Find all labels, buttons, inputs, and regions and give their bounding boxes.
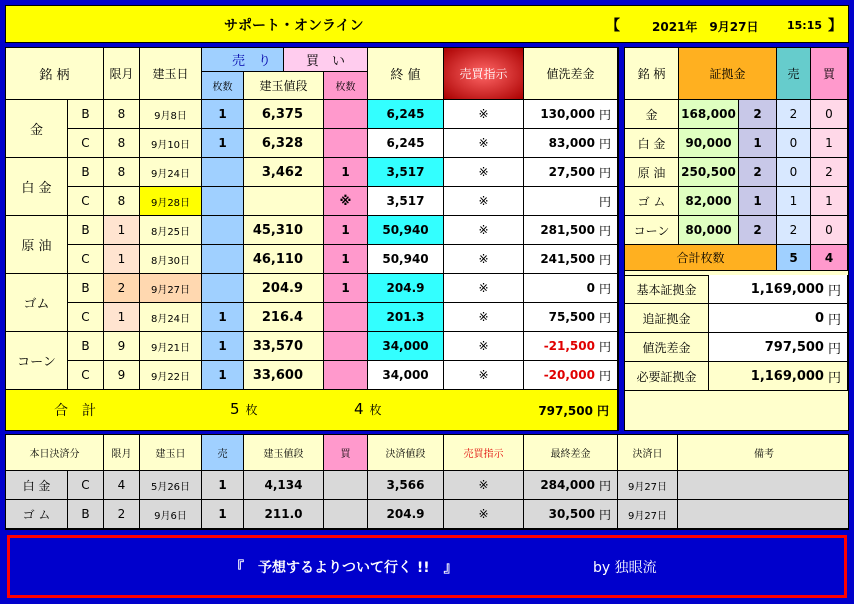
row-type: C (68, 129, 104, 158)
margin-row-buy: 1 (811, 129, 848, 158)
row-instruction-mark[interactable]: ※ (444, 274, 524, 303)
row-open-date: 9月21日 (140, 332, 202, 361)
header-open-date: 建玉日 (140, 48, 202, 100)
row-open-price (244, 187, 324, 216)
row-month: 2 (104, 274, 140, 303)
margin-table (624, 47, 849, 431)
summary-value-value: 0 (814, 310, 824, 326)
row-type: B (68, 100, 104, 129)
margin-row-name: 金 (625, 100, 679, 129)
row-month: 8 (104, 158, 140, 187)
summary-value-unit: 円 (827, 312, 841, 328)
margin-total-sell: 5 (777, 245, 811, 271)
total-buy-value: 4 (354, 400, 364, 418)
settle-header-label: 本日決済分 (6, 435, 104, 471)
settle-header-final-diff: 最終差金 (524, 435, 618, 471)
row-diff (524, 100, 618, 129)
row-open-date: 8月24日 (140, 303, 202, 332)
row-diff-unit: 円 (598, 223, 611, 238)
total-diff (538, 402, 609, 419)
row-month: 1 (104, 245, 140, 274)
footer-banner (7, 535, 847, 598)
row-close: 3,517 (368, 187, 444, 216)
margin-row-sell: 0 (777, 129, 811, 158)
settle-row-settle-date: 9月27日 (618, 471, 678, 500)
settle-header-month: 限月 (104, 435, 140, 471)
row-diff (524, 187, 618, 216)
row-close: 34,000 (368, 332, 444, 361)
row-open-price: 6,375 (244, 100, 324, 129)
summary-value (709, 275, 848, 304)
row-type: B (68, 274, 104, 303)
group-name-2: 原 油 (6, 216, 68, 274)
margin-row-count: 2 (739, 100, 777, 129)
margin-row-sell: 1 (777, 187, 811, 216)
row-diff-unit: 円 (598, 107, 611, 122)
group-name-0: 金 (6, 100, 68, 158)
row-open-price: 3,462 (244, 158, 324, 187)
header-diff: 値洗差金 (524, 48, 618, 100)
row-diff-unit: 円 (598, 252, 611, 267)
total-buy-unit: 枚 (369, 403, 382, 417)
margin-row-buy: 0 (811, 216, 848, 245)
summary-label: 追証拠金 (625, 304, 709, 333)
row-open-price: 46,110 (244, 245, 324, 274)
row-close: 3,517 (368, 158, 444, 187)
total-label: 合 計 (54, 403, 96, 419)
row-diff-value: 130,000 (540, 107, 595, 121)
row-sell-count (202, 274, 244, 303)
row-buy-count: 1 (324, 274, 368, 303)
summary-value-value: 797,500 (764, 339, 824, 355)
row-diff-unit: 円 (598, 310, 611, 325)
summary-value (709, 304, 848, 333)
row-month: 1 (104, 216, 140, 245)
row-type: C (68, 303, 104, 332)
margin-row-amount: 168,000 (679, 100, 739, 129)
row-diff-value: 27,500 (548, 165, 595, 179)
settle-row-diff-value: 30,500 (548, 507, 595, 521)
row-diff (524, 245, 618, 274)
settle-row-settle-price: 204.9 (368, 500, 444, 529)
row-diff-unit: 円 (598, 165, 611, 180)
summary-label: 基本証拠金 (625, 275, 709, 304)
row-sell-count: 1 (202, 100, 244, 129)
header-close: 終 値 (368, 48, 444, 100)
row-diff (524, 274, 618, 303)
margin-row-amount: 250,500 (679, 158, 739, 187)
header-brand: 銘 柄 (6, 48, 104, 100)
row-open-date: 9月27日 (140, 274, 202, 303)
row-diff (524, 129, 618, 158)
row-open-date: 9月22日 (140, 361, 202, 390)
row-diff-value: 0 (586, 281, 595, 295)
row-open-date: 9月28日 (140, 187, 202, 216)
settle-row-price: 211.0 (244, 500, 324, 529)
settlement-table (5, 434, 849, 530)
settle-header-sell: 売 (202, 435, 244, 471)
row-open-date: 9月24日 (140, 158, 202, 187)
bracket-close: 】 (828, 18, 842, 34)
group-name-3: ゴム (6, 274, 68, 332)
settle-row-note (678, 471, 849, 500)
margin-row-count: 2 (739, 158, 777, 187)
settle-row-sell: 1 (202, 471, 244, 500)
positions-table (5, 47, 619, 431)
row-open-date: 9月8日 (140, 100, 202, 129)
settle-header-buy: 買 (324, 435, 368, 471)
row-sell-count: 1 (202, 129, 244, 158)
header-month: 限月 (104, 48, 140, 100)
row-month: 1 (104, 303, 140, 332)
row-diff-value: -20,000 (543, 368, 595, 382)
row-sell-count (202, 216, 244, 245)
settle-header-instruction: 売買指示 (444, 435, 524, 471)
header-buy: 買 い (284, 48, 368, 72)
header-date: 2021年 9月27日 (652, 20, 759, 34)
settle-row-month: 2 (104, 500, 140, 529)
group-name-1: 白 金 (6, 158, 68, 216)
total-sell (230, 400, 258, 418)
row-diff-unit: 円 (598, 194, 611, 209)
row-instruction-mark[interactable]: ※ (444, 129, 524, 158)
row-sell-count (202, 245, 244, 274)
row-month: 8 (104, 129, 140, 158)
row-diff-unit: 円 (598, 368, 611, 383)
row-buy-count (324, 100, 368, 129)
summary-value (709, 362, 848, 391)
row-diff (524, 158, 618, 187)
margin-row-name: コーン (625, 216, 679, 245)
header-open-price: 建玉値段 (244, 72, 324, 100)
margin-row-buy: 1 (811, 187, 848, 216)
settle-row-sell: 1 (202, 500, 244, 529)
margin-row-sell: 0 (777, 158, 811, 187)
settle-row-diff-unit: 円 (598, 478, 611, 493)
settle-row-month: 4 (104, 471, 140, 500)
summary-value-value: 1,169,000 (750, 281, 824, 297)
row-close: 50,940 (368, 216, 444, 245)
row-month: 8 (104, 100, 140, 129)
bracket-open: 【 (606, 18, 620, 34)
summary-value-unit: 円 (827, 283, 841, 299)
margin-row-name: 白 金 (625, 129, 679, 158)
settle-row-settle-date: 9月27日 (618, 500, 678, 529)
row-diff-value: 75,500 (548, 310, 595, 324)
row-diff (524, 303, 618, 332)
settle-row-open-date: 5月26日 (140, 471, 202, 500)
settle-row-settle-price: 3,566 (368, 471, 444, 500)
total-row (6, 390, 618, 431)
settle-row-type: B (68, 500, 104, 529)
settle-row-diff (524, 471, 618, 500)
row-sell-count: 1 (202, 332, 244, 361)
row-close: 34,000 (368, 361, 444, 390)
row-type: B (68, 332, 104, 361)
row-instruction-mark[interactable]: ※ (444, 187, 524, 216)
summary-value-value: 1,169,000 (750, 368, 824, 384)
row-sell-count: 1 (202, 303, 244, 332)
row-buy-count (324, 361, 368, 390)
row-month: 8 (104, 187, 140, 216)
settle-row-type: C (68, 471, 104, 500)
settle-row-diff (524, 500, 618, 529)
row-type: C (68, 361, 104, 390)
settle-row-mark[interactable]: ※ (444, 500, 524, 529)
margin-row-sell: 2 (777, 100, 811, 129)
margin-header-brand: 銘 柄 (625, 48, 679, 100)
margin-row-count: 1 (739, 129, 777, 158)
settle-row-mark[interactable]: ※ (444, 471, 524, 500)
row-instruction-mark[interactable]: ※ (444, 158, 524, 187)
margin-row-amount: 90,000 (679, 129, 739, 158)
margin-row-sell: 2 (777, 216, 811, 245)
row-type: C (68, 187, 104, 216)
margin-row-name: 原 油 (625, 158, 679, 187)
row-open-price: 33,570 (244, 332, 324, 361)
row-open-date: 8月25日 (140, 216, 202, 245)
row-instruction-mark[interactable]: ※ (444, 361, 524, 390)
margin-total-label: 合計枚数 (625, 245, 777, 271)
row-instruction-mark[interactable]: ※ (444, 216, 524, 245)
settle-header-settle-price: 決済値段 (368, 435, 444, 471)
row-open-date: 9月10日 (140, 129, 202, 158)
settle-header-open-price: 建玉値段 (244, 435, 324, 471)
row-open-date: 8月30日 (140, 245, 202, 274)
row-buy-count: 1 (324, 245, 368, 274)
row-close: 6,245 (368, 100, 444, 129)
row-type: B (68, 158, 104, 187)
row-close: 204.9 (368, 274, 444, 303)
row-open-price: 204.9 (244, 274, 324, 303)
row-instruction-mark[interactable]: ※ (444, 332, 524, 361)
row-buy-count (324, 129, 368, 158)
summary-value-unit: 円 (827, 341, 841, 357)
row-instruction-mark[interactable]: ※ (444, 303, 524, 332)
header-sell: 売 り (202, 48, 284, 72)
margin-header-buy: 買 (811, 48, 848, 100)
row-buy-count (324, 332, 368, 361)
row-diff-unit: 円 (598, 339, 611, 354)
row-open-price: 6,328 (244, 129, 324, 158)
row-buy-count: 1 (324, 216, 368, 245)
margin-total-buy: 4 (811, 245, 848, 271)
settle-header-open-date: 建玉日 (140, 435, 202, 471)
settle-row-buy (324, 500, 368, 529)
summary-label: 必要証拠金 (625, 362, 709, 391)
margin-row-amount: 82,000 (679, 187, 739, 216)
footer-author: by 独眼流 (593, 560, 657, 576)
settle-row-buy (324, 471, 368, 500)
header-bar (5, 5, 849, 43)
footer-slogan: 『 予想するよりついて行く !! 』 (230, 560, 458, 576)
row-instruction-mark[interactable]: ※ (444, 245, 524, 274)
total-buy (354, 400, 382, 418)
margin-header-sell: 売 (777, 48, 811, 100)
row-open-price: 216.4 (244, 303, 324, 332)
row-sell-count (202, 158, 244, 187)
header-instruction: 売買指示 (444, 48, 524, 100)
margin-row-count: 2 (739, 216, 777, 245)
row-close: 50,940 (368, 245, 444, 274)
row-sell-count: 1 (202, 361, 244, 390)
settle-row-name: 白 金 (6, 471, 68, 500)
settle-row-diff-value: 284,000 (540, 478, 595, 492)
settle-header-note: 備考 (678, 435, 849, 471)
total-sell-unit: 枚 (245, 403, 258, 417)
row-type: C (68, 245, 104, 274)
settle-row-diff-unit: 円 (598, 507, 611, 522)
row-diff-value: -21,500 (543, 339, 595, 353)
group-name-4: コーン (6, 332, 68, 390)
row-open-price: 45,310 (244, 216, 324, 245)
settle-row-open-date: 9月6日 (140, 500, 202, 529)
row-diff-unit: 円 (598, 136, 611, 151)
settle-row-note (678, 500, 849, 529)
row-buy-count (324, 303, 368, 332)
settle-row-price: 4,134 (244, 471, 324, 500)
settle-header-settle-date: 決済日 (618, 435, 678, 471)
row-diff-value: 241,500 (540, 252, 595, 266)
summary-value (709, 333, 848, 362)
row-diff-value: 83,000 (548, 136, 595, 150)
margin-row-buy: 2 (811, 158, 848, 187)
summary-label: 値洗差金 (625, 333, 709, 362)
row-diff (524, 332, 618, 361)
total-diff-unit: 円 (596, 404, 609, 418)
row-close: 6,245 (368, 129, 444, 158)
margin-row-count: 1 (739, 187, 777, 216)
total-diff-value: 797,500 (538, 404, 593, 418)
row-month: 9 (104, 332, 140, 361)
header-sell-count: 枚数 (202, 72, 244, 100)
header-buy-count: 枚数 (324, 72, 368, 100)
row-buy-count: ※ (324, 187, 368, 216)
margin-header-amount: 証拠金 (679, 48, 777, 100)
row-diff-unit: 円 (598, 281, 611, 296)
row-buy-count: 1 (324, 158, 368, 187)
settle-row-name: ゴ ム (6, 500, 68, 529)
margin-row-name: ゴ ム (625, 187, 679, 216)
row-open-price: 33,600 (244, 361, 324, 390)
row-diff (524, 361, 618, 390)
row-instruction-mark[interactable]: ※ (444, 100, 524, 129)
margin-row-buy: 0 (811, 100, 848, 129)
summary-value-unit: 円 (827, 370, 841, 386)
row-type: B (68, 216, 104, 245)
margin-row-amount: 80,000 (679, 216, 739, 245)
row-diff-value: 281,500 (540, 223, 595, 237)
row-sell-count (202, 187, 244, 216)
row-diff (524, 216, 618, 245)
header-time: 15:15 (787, 19, 823, 32)
row-close: 201.3 (368, 303, 444, 332)
app-title: サポート・オンライン (224, 18, 364, 34)
row-month: 9 (104, 361, 140, 390)
total-sell-value: 5 (230, 400, 240, 418)
